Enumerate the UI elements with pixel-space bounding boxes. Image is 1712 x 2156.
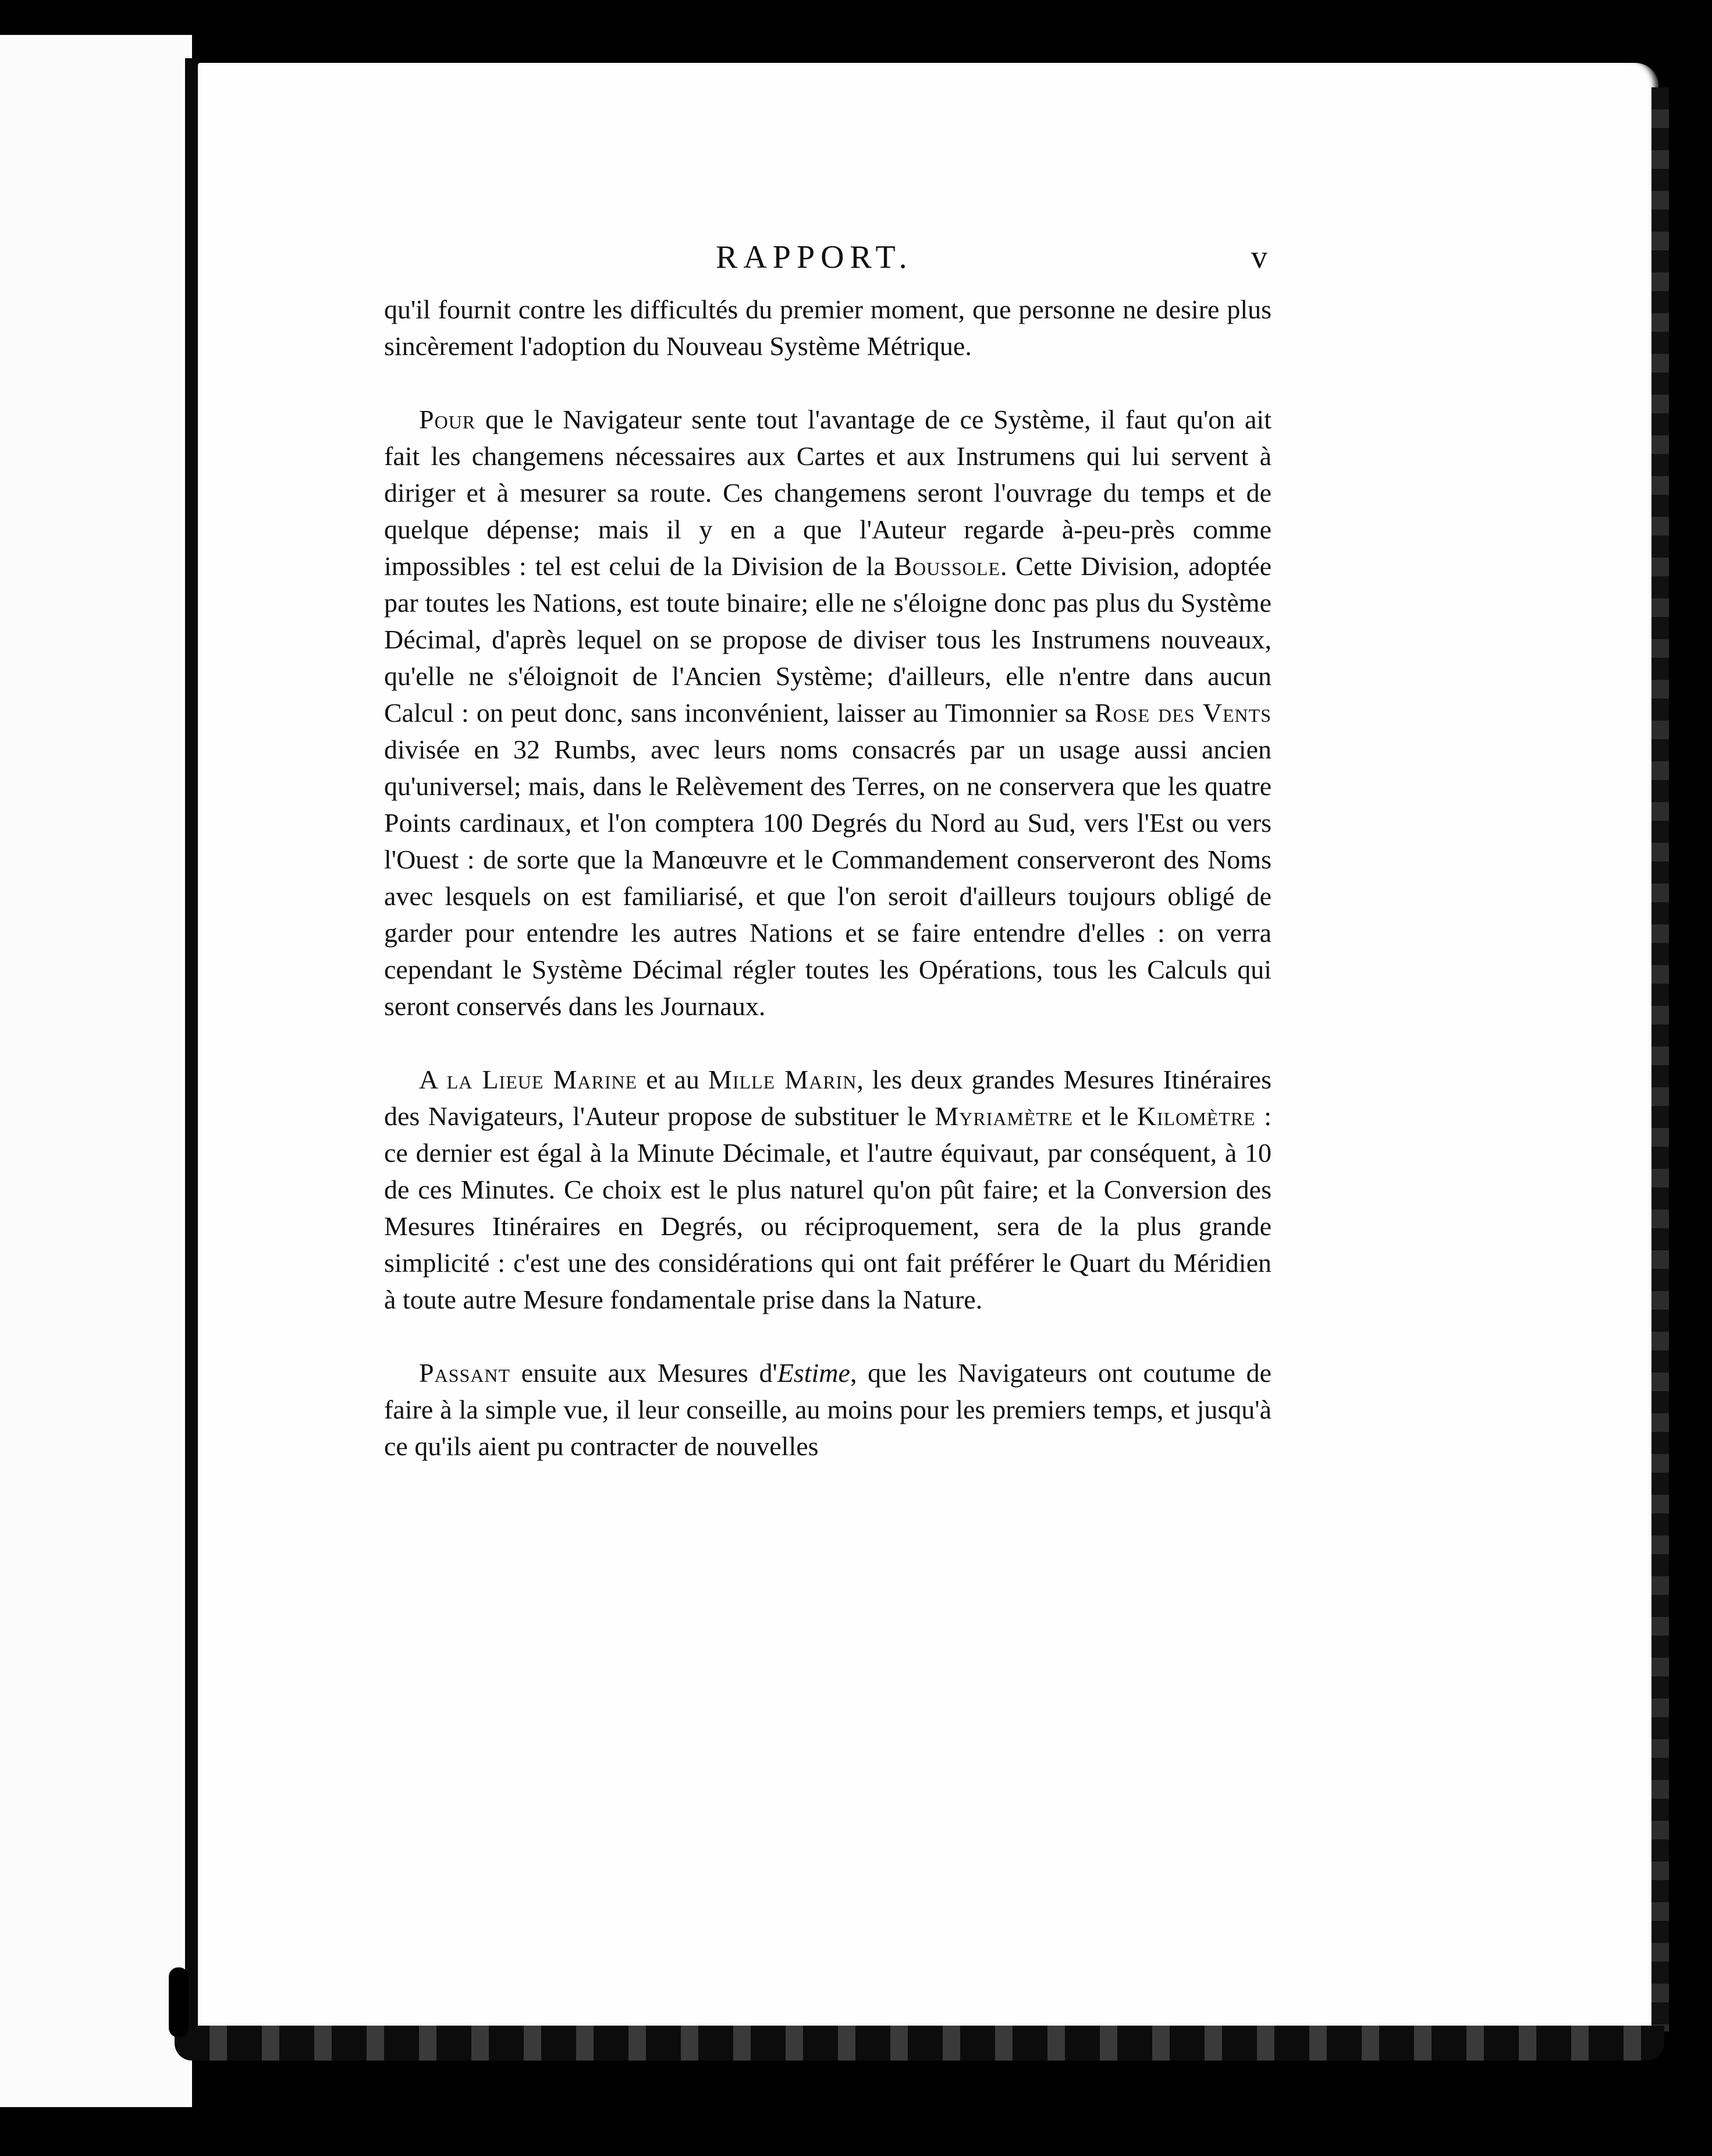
text-run: ensuite aux Mesures d' (510, 1358, 777, 1388)
text-run: qu'il fournit contre les difficultés du premier moment, que personne ne desire plus sincèrement l'adoption du Nouveau Système Métrique. (384, 295, 1271, 361)
small-caps-text: Passant (419, 1358, 511, 1388)
body-text (384, 291, 1271, 1464)
paragraph (384, 1354, 1271, 1464)
text-run: , les deux grandes Mesures Itinéraires des Navigateurs, l'Auteur propose de substituer le (384, 1065, 1271, 1131)
binding-gutter (185, 58, 199, 2049)
page-right-edge (1651, 87, 1669, 2031)
small-caps-text: Pour (419, 405, 476, 434)
small-caps-text: Myriamètre (935, 1101, 1073, 1131)
text-run: , que les Navigateurs ont coutume de faire à la simple vue, il leur conseille, au moins pour les premiers temps, et jusqu'à ce qu'ils aient pu contracter de nouvelles (384, 1358, 1272, 1461)
text-run: que le Navigateur sente tout l'avantage de ce Système, il faut qu'on ait fait les changemens nécessaires aux Cartes et aux Instrumens qui lui servent à diriger et à mesurer sa route. Ces changemens seront l'ouvrage du temps et de quelque dépense; mais il y en a que l'Auteur regarde à-peu-près comme impossibles : tel est celui de la Division de la (384, 405, 1271, 581)
text-run: . Cette Division, adoptée par toutes les Nations, est toute binaire; elle ne s'éloigne donc pas plus du Système Décimal, d'après lequel on se propose de diviser tous les Instrumens nouveaux, qu'elle ne s'éloignoit de l'Ancien Système; d'ailleurs, elle n'entre dans aucun Calcul : on peut donc, sans inconvénient, laisser au Timonnier sa (384, 551, 1271, 728)
paragraph (384, 401, 1271, 1024)
paragraph (384, 1061, 1271, 1318)
page-bottom-edge (175, 2026, 1664, 2061)
paragraph (384, 291, 1271, 364)
text-run: : ce dernier est égal à la Minute Décimale, et l'autre équivaut, par conséquent, à 10 de ces Minutes. Ce choix est le plus naturel qu'on pût faire; et la Conversion des Mesures Itinéraires en Degrés, ou réciproquement, sera de la plus grande simplicité : c'est une des considérations qui ont fait préférer le Quart du Méridien à toute autre Mesure fondamentale prise dans la Nature. (384, 1101, 1271, 1314)
text-run: et le (1072, 1101, 1137, 1131)
small-caps-text: A la Lieue Marine (419, 1065, 638, 1094)
running-title: RAPPORT. (716, 239, 913, 275)
small-caps-text: Boussole (894, 551, 1000, 581)
scan-border-top (0, 0, 1712, 64)
binding-mark (169, 1967, 189, 2037)
italic-text: Estime (777, 1358, 850, 1388)
facing-page-edge (0, 35, 192, 2107)
text-run: divisée en 32 Rumbs, avec leurs noms consacrés par un usage aussi ancien qu'universel; mais, dans le Relèvement des Terres, on ne conservera que les quatre Points cardinaux, et l'on comptera 100 Degrés du Nord au Sud, vers l'Est ou vers l'Ouest : de sorte que la Manœuvre et le Commandement conserveront des Noms avec lesquels on est familiarisé, et que l'on seroit d'ailleurs toujours obligé de garder pour entendre les autres Nations et se faire entendre d'elles : on verra cependant le Système Décimal régler toutes les Opérations, tous les Calculs qui seront conservés dans les Journaux. (384, 735, 1271, 1021)
text-run: et au (637, 1065, 708, 1094)
small-caps-text: Rose des Vents (1095, 698, 1272, 728)
small-caps-text: Mille Marin (708, 1065, 857, 1094)
page-number: v (1251, 239, 1267, 275)
small-caps-text: Kilomètre (1136, 1101, 1256, 1131)
